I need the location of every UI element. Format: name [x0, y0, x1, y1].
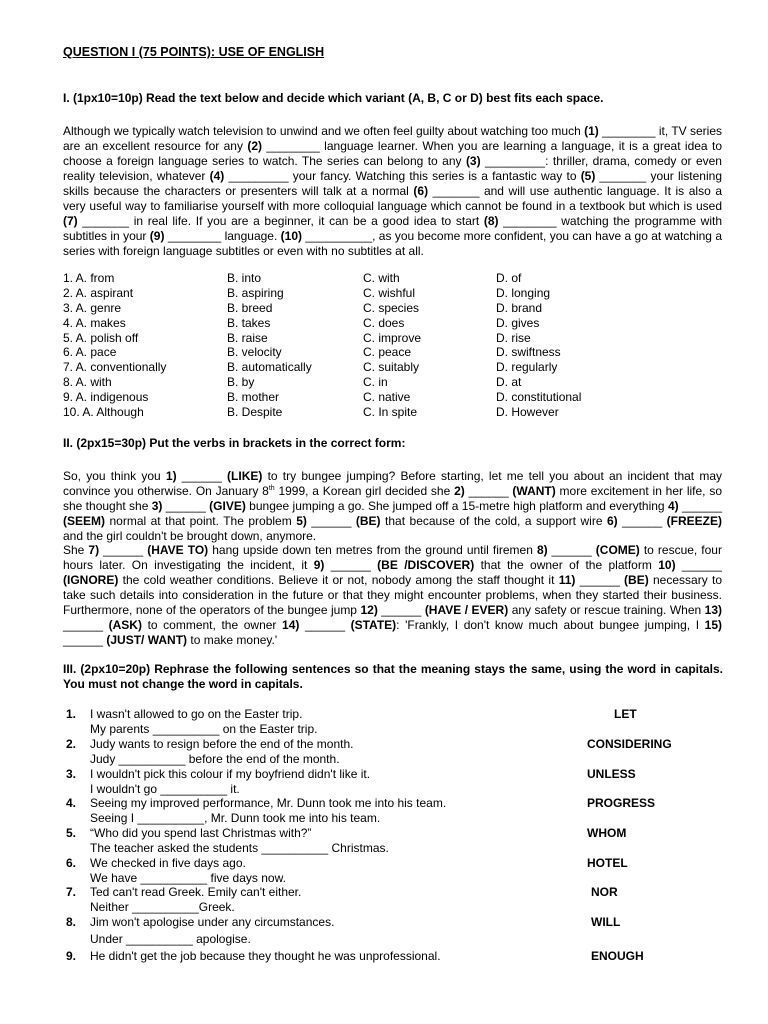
option-row: 9. A. indigenous B. mother C. native D. constitutional	[63, 390, 582, 404]
keyword: CONSIDERING	[587, 737, 672, 751]
option-row: 5. A. polish off B. raise C. improve D. rise	[63, 331, 531, 345]
option-row: 8. A. with B. by C. in D. at	[63, 375, 522, 389]
option-row: 3. A. genre B. breed C. species D. brand	[63, 301, 543, 315]
list-item: 5. “Who did you spend last Christmas with?” The teacher asked the students __________ Christmas. WHOM	[66, 826, 627, 855]
list-item: 2. Judy wants to resign before the end of the month. Judy __________ before the end of the month. CONSIDERING	[66, 737, 672, 766]
list-item: 6. We checked in five days ago. We have __________ five days now. HOTEL	[66, 856, 628, 885]
page-title: QUESTION I (75 POINTS): USE OF ENGLISH	[63, 45, 325, 59]
keyword: LET	[614, 707, 637, 721]
section-2-paragraph-1: So, you think you 1) ______ (LIKE) to try bungee jumping? Before starting, let me tell you about an incident that may convince you otherwise. On January 8th 1999, a Korean girl decided she 2) ______ (WANT) more excitement in her life, so she thought she 3) ______ (GIVE) bungee jumping a go. She jumped off a 15-metre high platform and everything 4) ______ (SEEM) normal at that point. The problem 5) ______ (BE) that because of the cold, a support wire 6) ______ (FREEZE) and the girl couldn't be brought down, anymore.	[63, 469, 723, 543]
section-3-heading: III. (2px10=20p) Rephrase the following sentences so that the meaning stays the same, using the word in capitals. You must not change the word in capitals.	[63, 662, 723, 691]
option-row: 1. A. from B. into C. with D. of	[63, 271, 522, 285]
list-item: 4. Seeing my improved performance, Mr. Dunn took me into his team. Seeing I __________, Mr. Dunn took me into his team. PROGRESS	[66, 796, 656, 825]
keyword: HOTEL	[587, 856, 628, 870]
list-item: 7. Ted can't read Greek. Emily can't either. Neither __________Greek. NOR	[66, 885, 618, 914]
option-row: 6. A. pace B. velocity C. peace D. swiftness	[63, 345, 561, 359]
list-item: 9. He didn't get the job because they thought he was unprofessional. ENOUGH	[66, 949, 644, 963]
keyword: WILL	[591, 915, 621, 929]
keyword: ENOUGH	[591, 949, 644, 963]
keyword: PROGRESS	[587, 796, 656, 810]
section-1-text: Although we typically watch television to unwind and we often feel guilty about watching too much (1) ________ it, TV series are an excellent resource for any (2) ________ language learner. When you are learning a language, it is a great idea to choose a foreign language series to watch. The series can belong to any (3) _________: thriller, drama, comedy or even reality television, whatever (4) _________ your fancy. Watching this series is a fantastic way to (5) _______ your listening skills because the characters or presenters will talk at a normal (6) _______ and will use authentic language. It is also a very useful way to familiarise yourself with more colloquial language which cannot be found in a textbook but which is used (7) _______ in real life. If you are a beginner, it can be a good idea to start (8) ________ watching the programme with subtitles in your (9) ________ language. (10) __________, as you become more confident, you can have a go at watching a series with foreign language subtitles or even with no subtitles at all.	[63, 124, 723, 258]
option-row: 2. A. aspirant B. aspiring C. wishful D. longing	[63, 286, 551, 300]
option-row: 7. A. conventionally B. automatically C. suitably D. regularly	[63, 360, 558, 374]
list-item: 1. I wasn't allowed to go on the Easter trip. My parents __________ on the Easter trip. LET	[66, 707, 637, 736]
list-item: 8. Jim won't apologise under any circumstances. Under __________ apologise. WILL	[66, 915, 621, 946]
keyword: NOR	[591, 885, 618, 899]
section-2-paragraph-2: She 7) ______ (HAVE TO) hang upside down ten metres from the ground until firemen 8) ______ (COME) to rescue, four hours later. On investigating the incident, it 9) ______ (BE /DISCOVER) that the owner of the platform 10) ______ (IGNORE) the cold weather conditions. Believe it or not, nobody among the staff thought it 11) ______ (BE) necessary to take such details into consideration in the future or that they might encounter problems, when they started their business. Furthermore, none of the operators of the bungee jump 12) ______ (HAVE / EVER) any safety or rescue training. When 13) ______ (ASK) to comment, the owner 14) ______ (STATE): 'Frankly, I don't know much about bungee jumping, I 15) ______ (JUST/ WANT) to make money.'	[63, 543, 722, 647]
keyword: UNLESS	[587, 767, 636, 781]
keyword: WHOM	[587, 826, 627, 840]
section-2-heading: II. (2px15=30p) Put the verbs in brackets in the correct form:	[63, 436, 406, 450]
option-row: 10. A. Although B. Despite C. In spite D. However	[63, 405, 559, 419]
list-item: 3. I wouldn't pick this colour if my boyfriend didn't like it. I wouldn't go __________ it. UNLESS	[66, 767, 636, 796]
option-row: 4. A. makes B. takes C. does D. gives	[63, 316, 540, 330]
section-1-heading: I. (1px10=10p) Read the text below and decide which variant (A, B, C or D) best fits each space.	[63, 91, 604, 105]
